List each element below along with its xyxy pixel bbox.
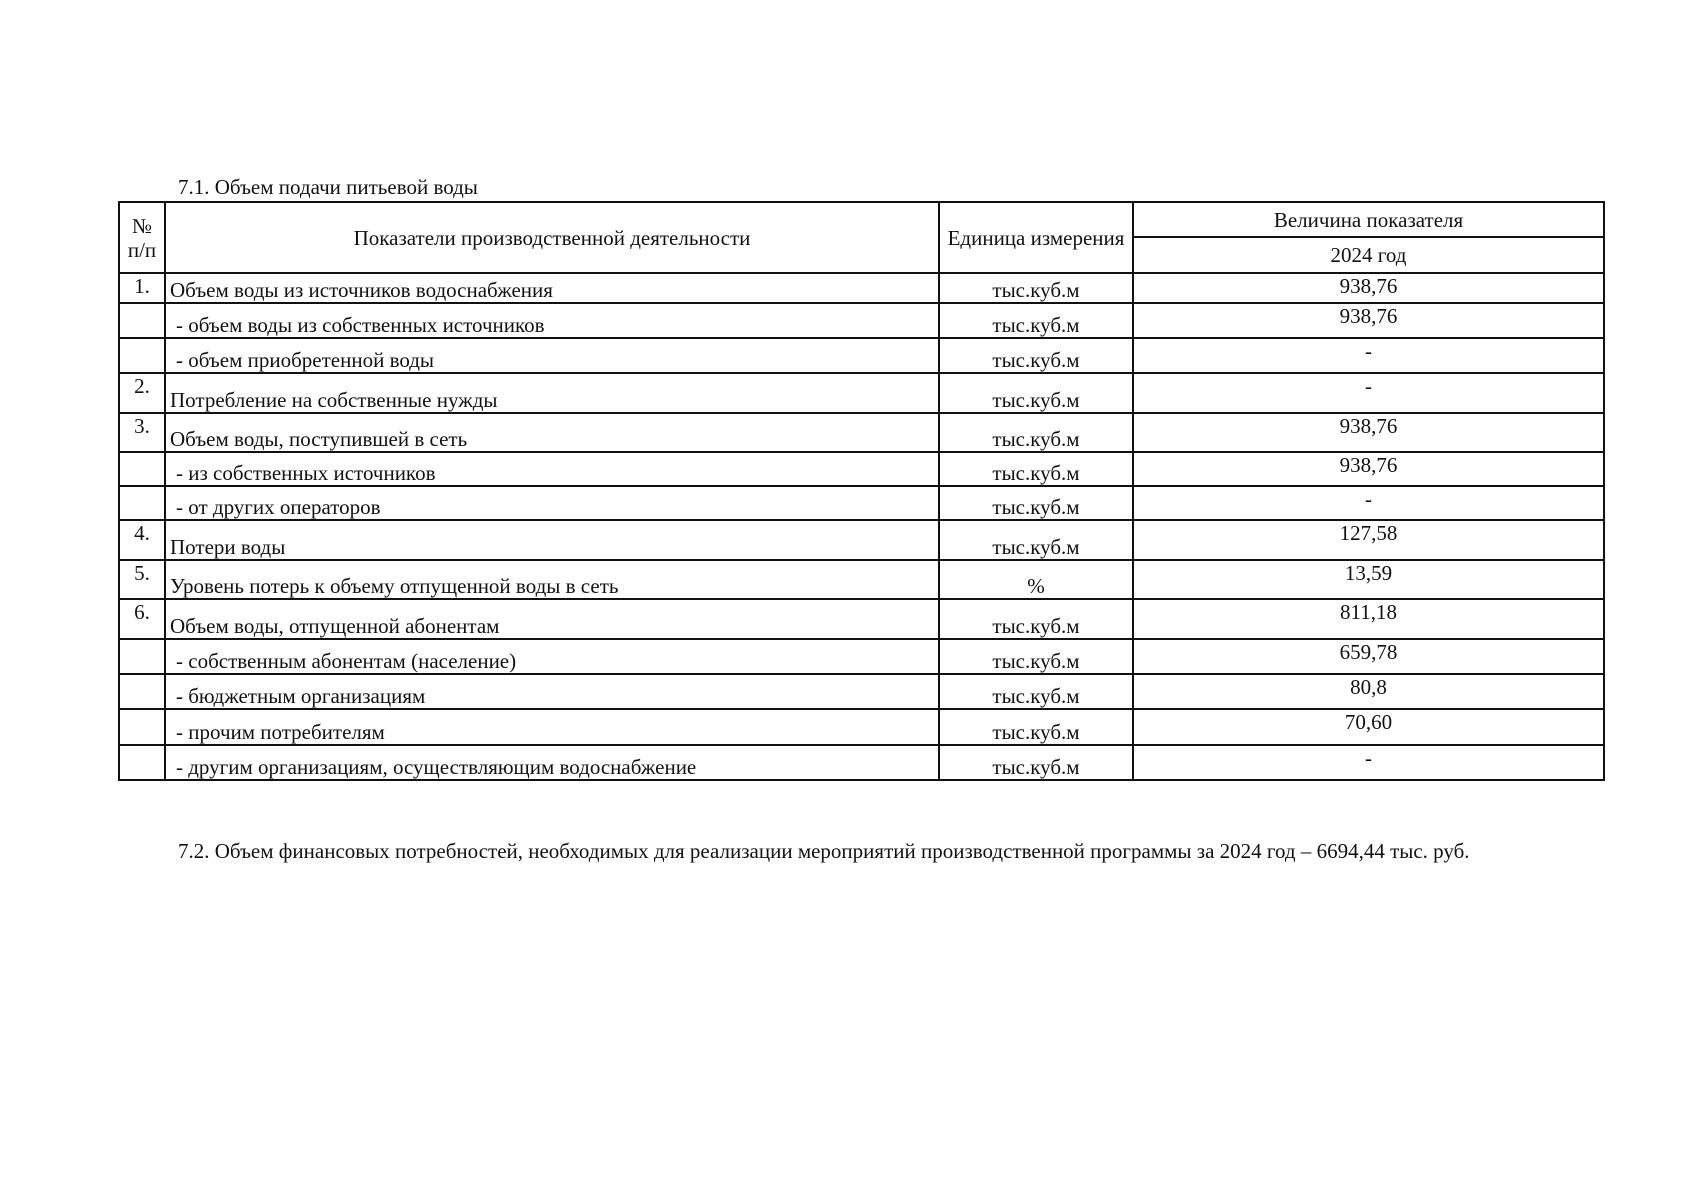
row-value: 80,8 <box>1133 674 1604 709</box>
row-unit: тыс.куб.м <box>939 639 1133 674</box>
row-value: 127,58 <box>1133 520 1604 560</box>
row-unit: тыс.куб.м <box>939 520 1133 560</box>
row-unit: тыс.куб.м <box>939 599 1133 639</box>
row-unit: тыс.куб.м <box>939 338 1133 373</box>
table-row <box>119 452 1604 486</box>
table-row <box>119 674 1604 709</box>
row-number <box>119 639 165 674</box>
row-number <box>119 486 165 520</box>
row-unit: тыс.куб.м <box>939 413 1133 452</box>
row-number: 2. <box>119 373 165 413</box>
header-indicator: Показатели производственной деятельности <box>165 202 939 273</box>
table-body <box>119 273 1604 780</box>
row-indicator: Потребление на собственные нужды <box>165 373 939 413</box>
row-unit: тыс.куб.м <box>939 303 1133 338</box>
row-indicator: Объем воды, поступившей в сеть <box>165 413 939 452</box>
row-indicator: - бюджетным организациям <box>165 674 939 709</box>
row-value: 938,76 <box>1133 303 1604 338</box>
row-number: 3. <box>119 413 165 452</box>
row-unit: тыс.куб.м <box>939 373 1133 413</box>
row-unit: тыс.куб.м <box>939 486 1133 520</box>
row-indicator: - из собственных источников <box>165 452 939 486</box>
row-unit: тыс.куб.м <box>939 745 1133 780</box>
section-title: 7.1. Объем подачи питьевой воды <box>178 175 478 199</box>
row-number: 5. <box>119 560 165 599</box>
row-value: - <box>1133 373 1604 413</box>
row-value: - <box>1133 486 1604 520</box>
header-value-group: Величина показателя <box>1133 202 1604 237</box>
row-indicator: - другим организациям, осуществляющим водоснабжение <box>165 745 939 780</box>
row-indicator: Объем воды из источников водоснабжения <box>165 273 939 303</box>
header-unit: Единица измерения <box>939 202 1133 273</box>
table-row <box>119 303 1604 338</box>
row-indicator: Уровень потерь к объему отпущенной воды в сеть <box>165 560 939 599</box>
row-number <box>119 674 165 709</box>
table-row <box>119 413 1604 452</box>
row-unit: тыс.куб.м <box>939 273 1133 303</box>
row-number: 1. <box>119 273 165 303</box>
row-value: 70,60 <box>1133 709 1604 745</box>
row-indicator: - от других операторов <box>165 486 939 520</box>
row-number <box>119 709 165 745</box>
row-value: 659,78 <box>1133 639 1604 674</box>
table-row <box>119 338 1604 373</box>
row-indicator: Объем воды, отпущенной абонентам <box>165 599 939 639</box>
table-row <box>119 373 1604 413</box>
row-value: 811,18 <box>1133 599 1604 639</box>
header-number: № п/п <box>119 202 165 273</box>
table-row <box>119 745 1604 780</box>
row-unit: тыс.куб.м <box>939 452 1133 486</box>
table-row <box>119 709 1604 745</box>
table-row <box>119 599 1604 639</box>
table-row <box>119 560 1604 599</box>
row-value: 938,76 <box>1133 452 1604 486</box>
row-value: 938,76 <box>1133 413 1604 452</box>
table-row <box>119 486 1604 520</box>
financial-needs-paragraph: 7.2. Объем финансовых потребностей, необходимых для реализации мероприятий производственной программы за 2024 год – 6694,44 тыс. руб. <box>178 839 1470 863</box>
row-value: - <box>1133 338 1604 373</box>
header-year: 2024 год <box>1133 237 1604 273</box>
row-unit: тыс.куб.м <box>939 709 1133 745</box>
row-indicator: - объем приобретенной воды <box>165 338 939 373</box>
row-unit: тыс.куб.м <box>939 674 1133 709</box>
row-number <box>119 303 165 338</box>
row-number <box>119 338 165 373</box>
row-unit: % <box>939 560 1133 599</box>
water-supply-table <box>118 201 1605 781</box>
row-value: 938,76 <box>1133 273 1604 303</box>
row-number <box>119 452 165 486</box>
row-value: 13,59 <box>1133 560 1604 599</box>
row-indicator: - собственным абонентам (население) <box>165 639 939 674</box>
row-indicator: Потери воды <box>165 520 939 560</box>
table-row <box>119 273 1604 303</box>
row-number: 4. <box>119 520 165 560</box>
row-number <box>119 745 165 780</box>
table-row <box>119 639 1604 674</box>
table-row <box>119 520 1604 560</box>
row-number: 6. <box>119 599 165 639</box>
row-value: - <box>1133 745 1604 780</box>
row-indicator: - прочим потребителям <box>165 709 939 745</box>
row-indicator: - объем воды из собственных источников <box>165 303 939 338</box>
